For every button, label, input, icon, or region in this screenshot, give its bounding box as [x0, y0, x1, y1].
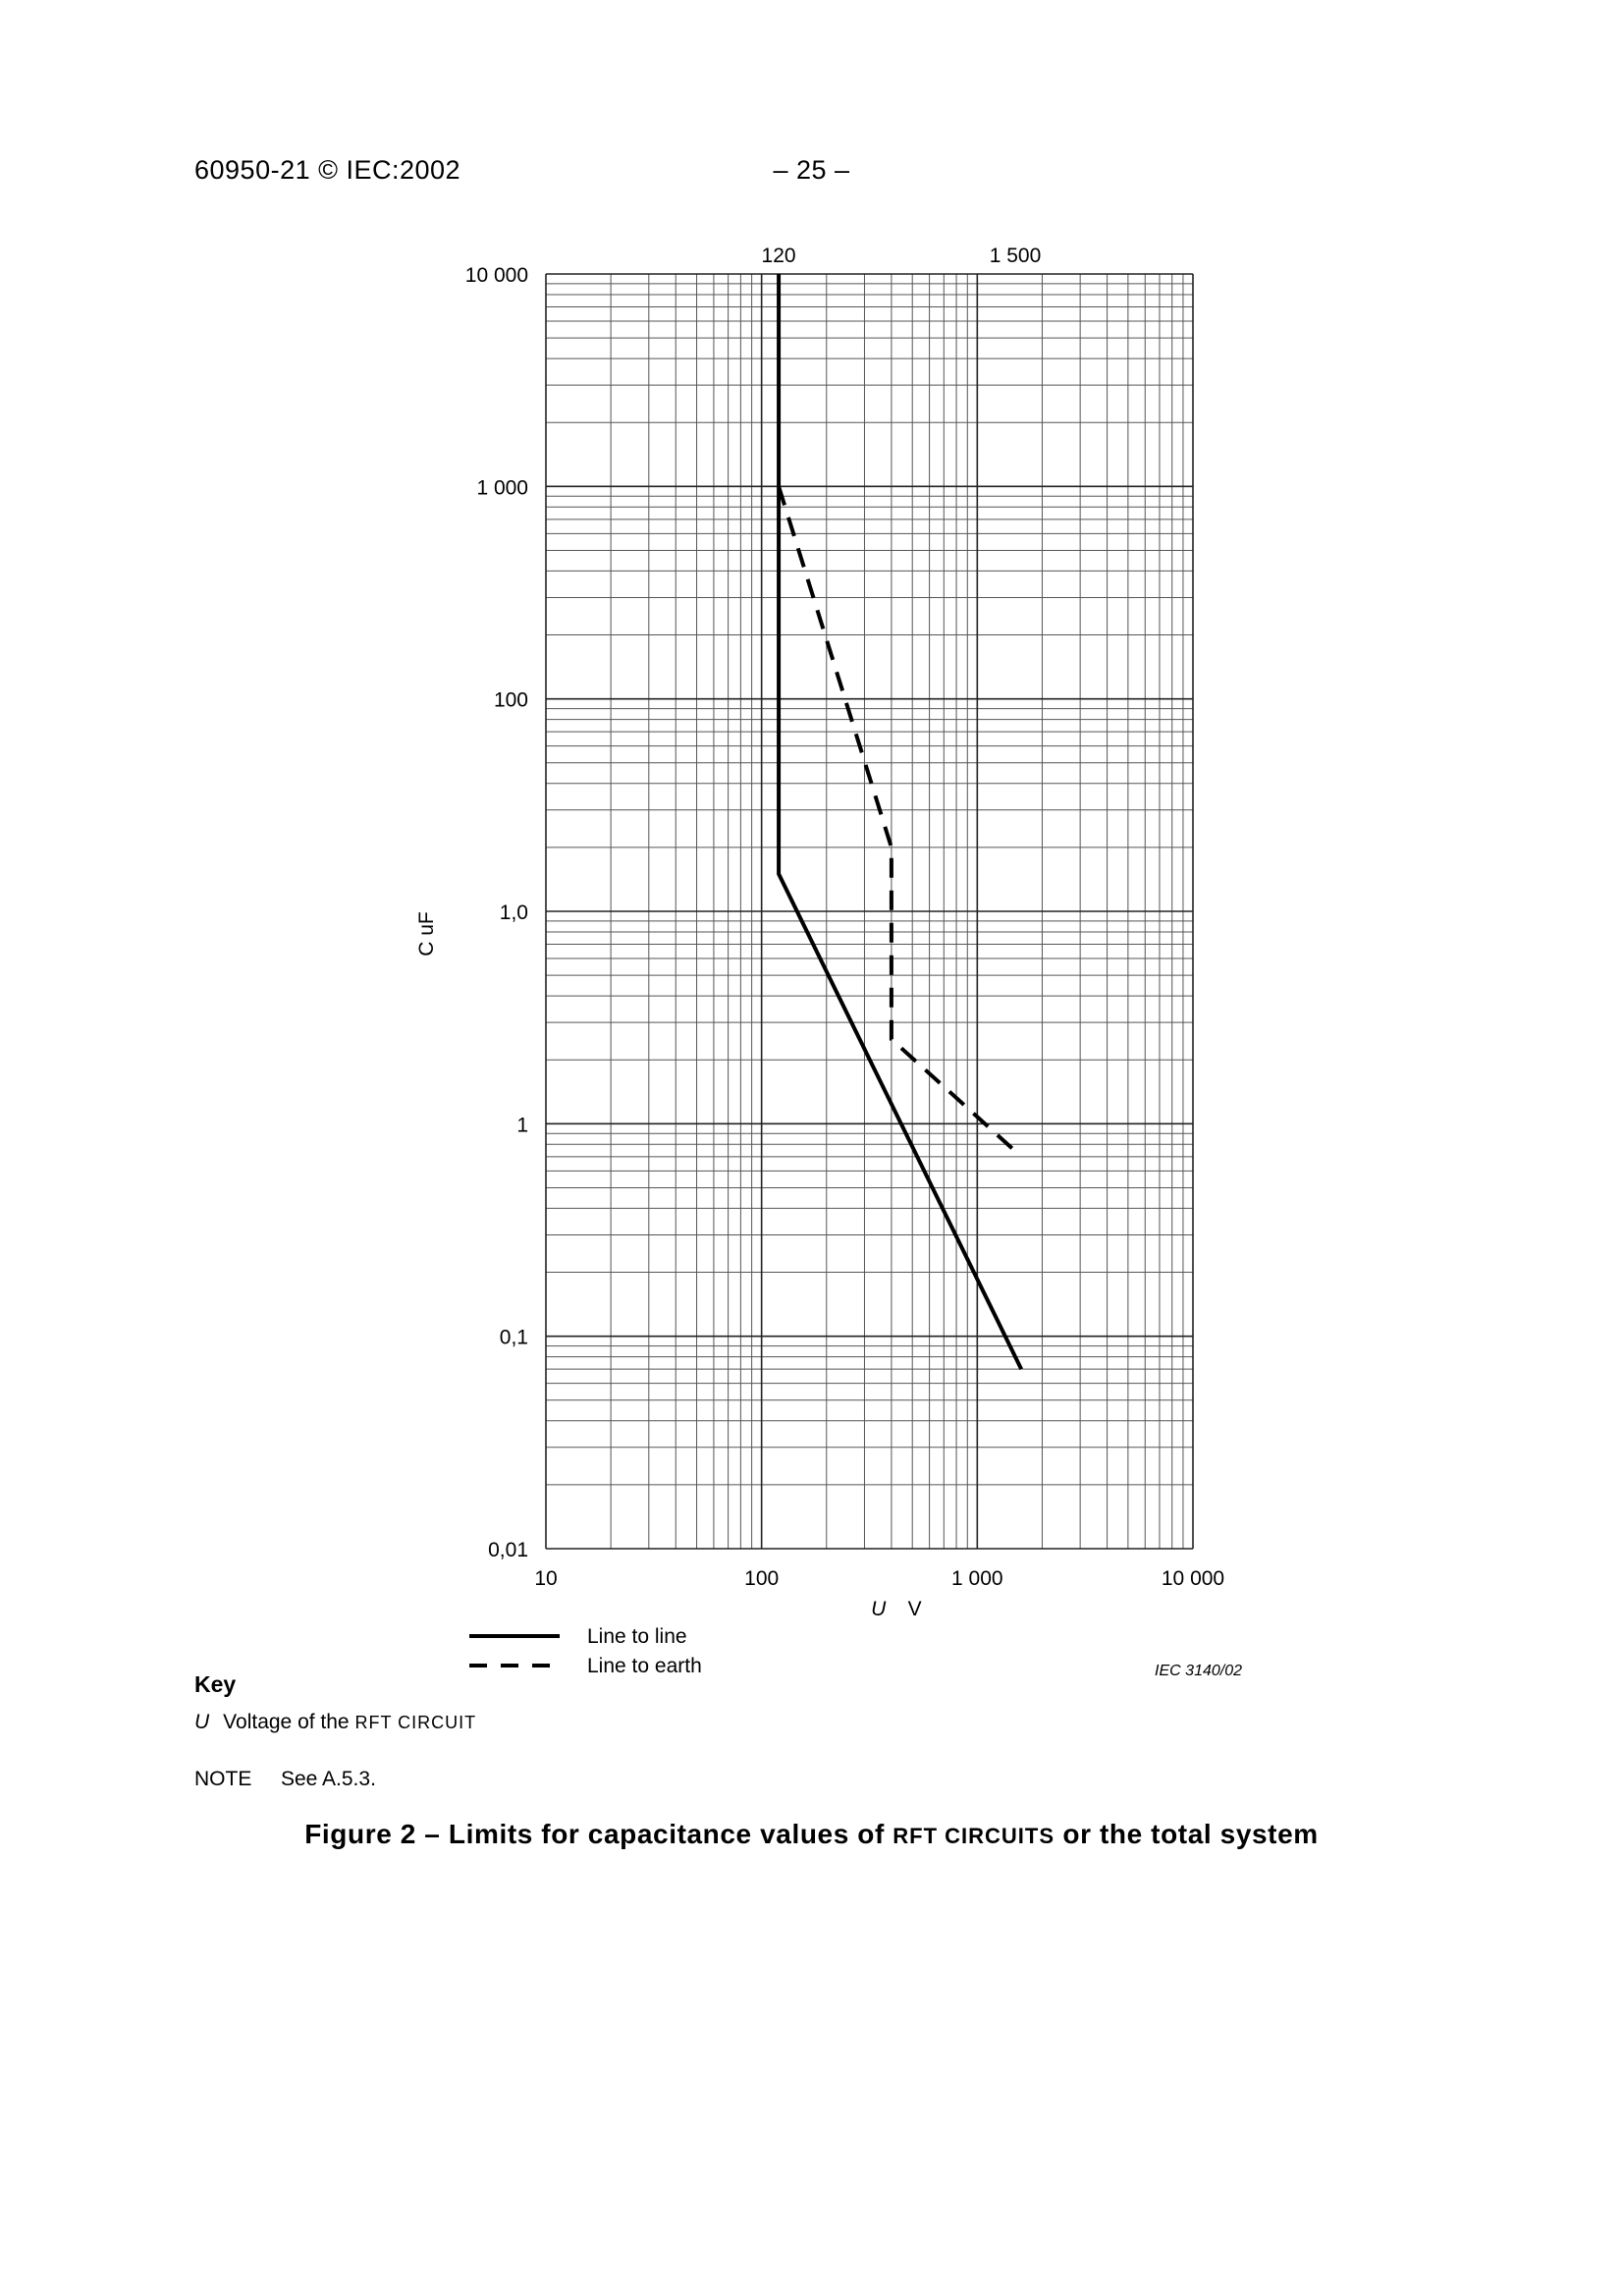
y-tick-label: 1,0 [499, 902, 528, 924]
note [194, 1768, 376, 1791]
y-tick-label: 100 [493, 688, 528, 712]
caption-prefix: Figure 2 – Limits for capacitance values of [304, 1819, 893, 1849]
x-axis-label: U [871, 1598, 887, 1620]
y-tick-label: 1 000 [476, 476, 528, 500]
source-reference: IEC 3140/02 [1155, 1663, 1242, 1679]
y-axis-title [415, 911, 438, 957]
series-layer [779, 274, 1021, 1369]
top-annotation: 1 500 [989, 245, 1042, 267]
key-text-smallcaps: RFT CIRCUIT [354, 1713, 477, 1732]
legend-label: Line to line [587, 1625, 687, 1648]
grid-major-lines [546, 274, 1193, 1549]
legend [469, 1625, 702, 1677]
key-symbol: U [194, 1711, 210, 1733]
page-header-left: 60950-21 © IEC:2002 [194, 155, 461, 185]
x-axis-unit: V [907, 1598, 922, 1620]
series-line-to-line [779, 274, 1021, 1369]
figure-caption [0, 1819, 1623, 1850]
x-tick-label: 10 [534, 1567, 558, 1590]
caption-smallcaps: RFT CIRCUITS [893, 1824, 1055, 1848]
y-tick-label: 1 [516, 1114, 528, 1137]
y-tick-label: 0,1 [499, 1326, 528, 1349]
x-tick-label: 10 000 [1161, 1567, 1225, 1590]
key-title: Key [194, 1671, 237, 1697]
key-text: Voltage of the [223, 1711, 355, 1733]
note-label: NOTE [194, 1768, 252, 1790]
series-line-to-earth [779, 486, 1021, 1157]
top-annotation: 120 [761, 245, 796, 267]
x-tick-label: 1 000 [951, 1567, 1003, 1590]
chart-text-layer [415, 245, 1242, 1679]
x-tick-label: 100 [744, 1567, 780, 1590]
y-tick-label: 0,01 [488, 1539, 528, 1561]
key-entry [194, 1711, 476, 1734]
y-axis-label: C uF [415, 911, 438, 957]
page-number: – 25 – [773, 155, 850, 185]
legend-label: Line to earth [587, 1655, 702, 1677]
y-tick-label: 10 000 [464, 264, 528, 287]
note-text: See A.5.3. [281, 1768, 376, 1790]
caption-suffix: or the total system [1055, 1819, 1319, 1849]
